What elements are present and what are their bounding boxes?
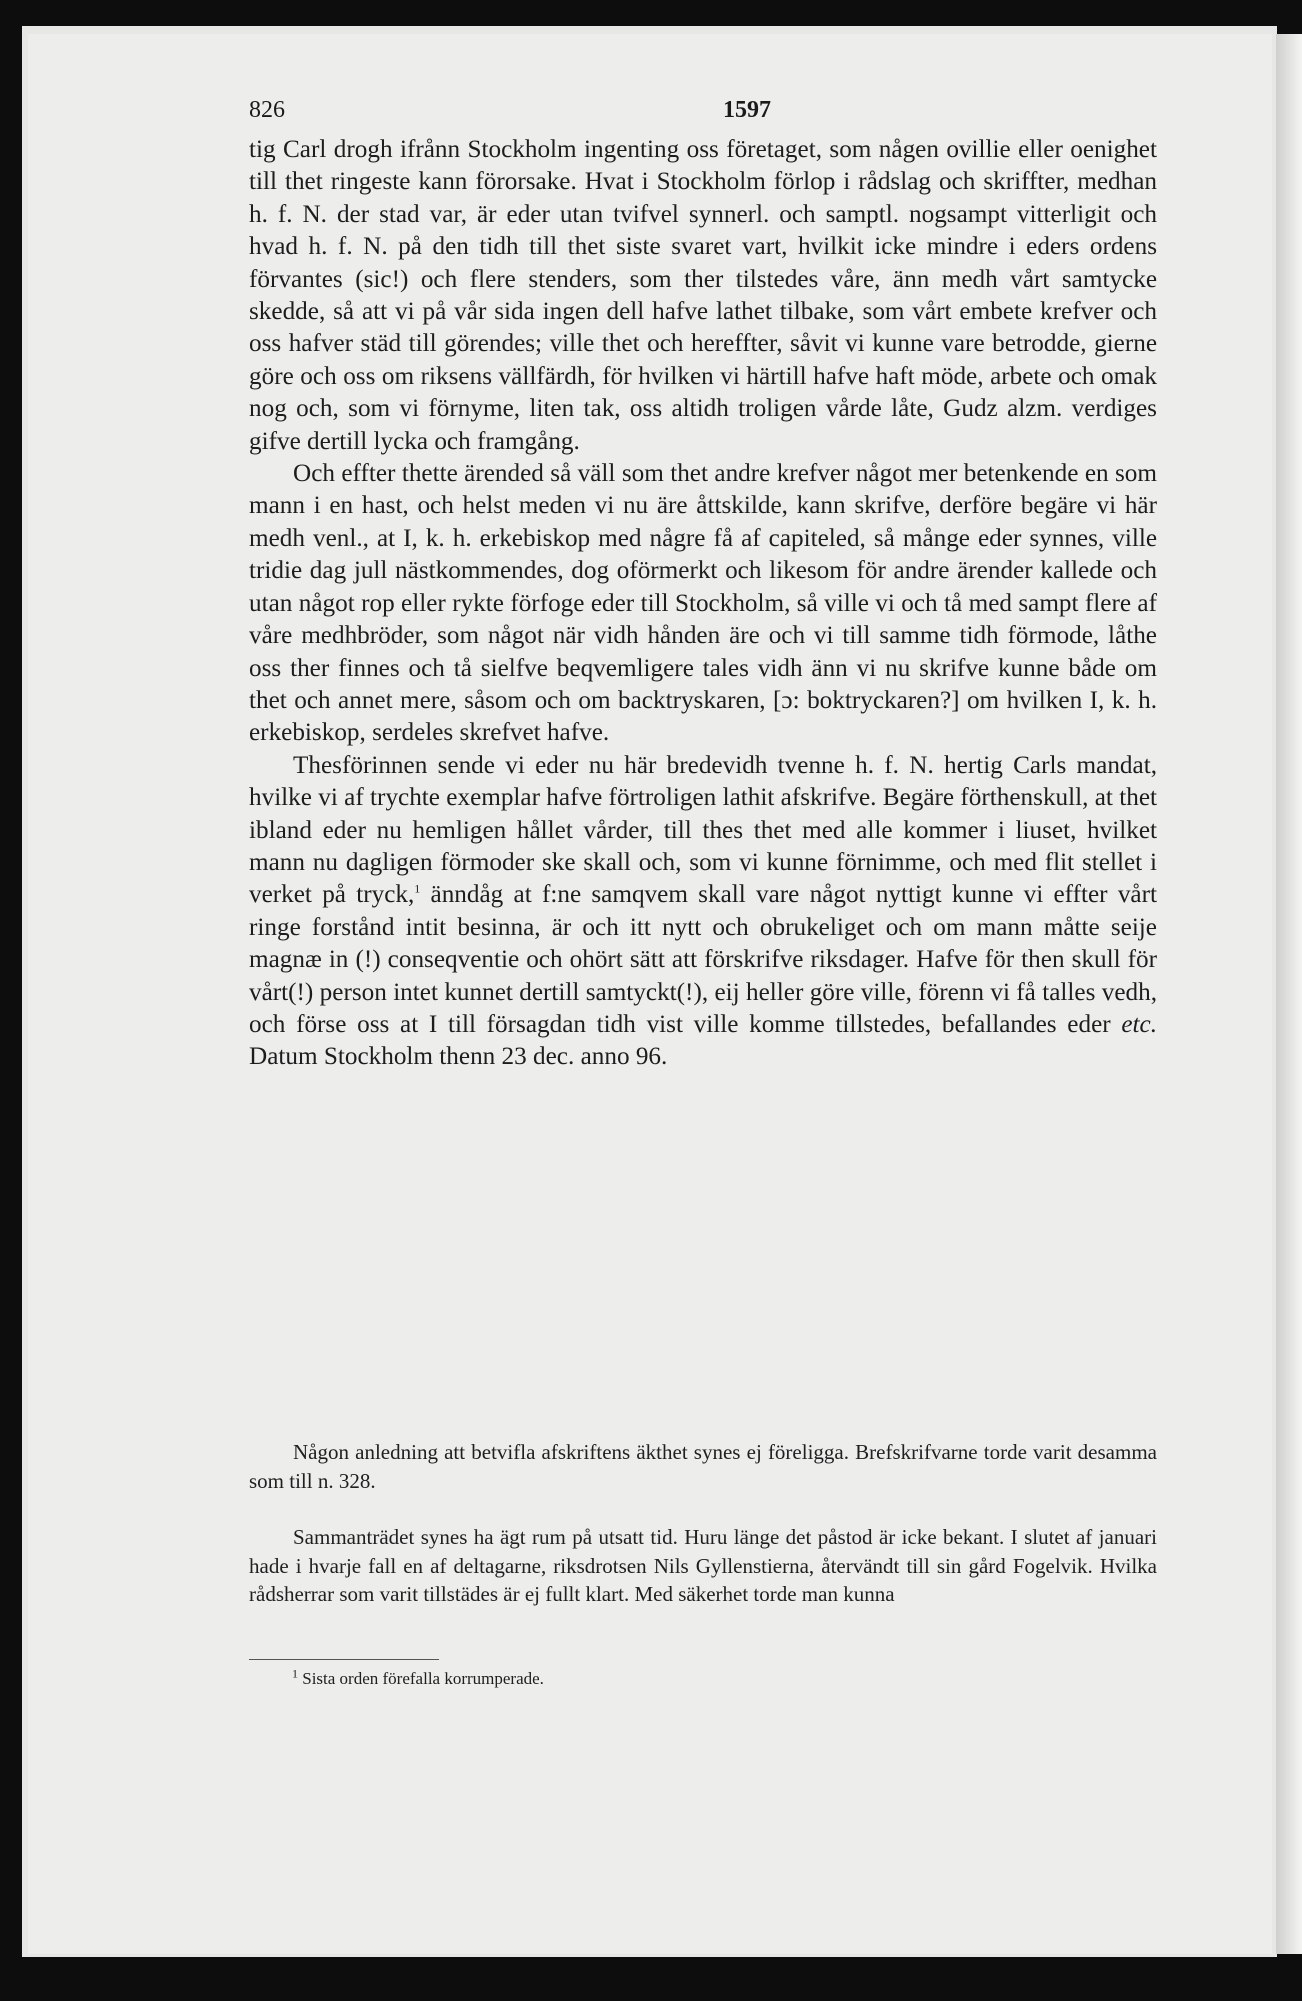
letter-paragraph-text: änndåg at f:ne samqvem skall vare något nyttigt kunne vi effter vårt ringe forstånd intit besinna, är och itt nytt och obrukeliget och om mann måtte seije magnæ in (!) conseqventie och ohört sätt att förskrifve riksdager. Hafve för then skull för vårt(!) person intet kunnet dertill samtyckt(!), eij heller göre ville, förenn vi få talles vedh, och förse oss at I till försagdan tidh vist ville komme tillstedes, befallandes eder bbox=[249, 881, 1157, 1038]
letter-paragraph: tig Carl drogh ifrånn Stockholm ingenting oss företaget, som någen ovillie eller oenighet till thet ringeste kann förorsake. Hvat i Stockholm förlop i rådslag och skriffter, medhan h. f. N. der stad var, är eder utan tvifvel synnerl. och samptl. nogsampt vitterligit och hvad h. f. N. på den tidh till thet siste svaret vart, hvilkit icke mindre i eders ordens förvantes (sic!) och flere stenders, som ther tilstedes våre, änn medh vårt samtycke skedde, så att vi på vår sida ingen dell hafve lathet tilbake, som vårt embete krefver och oss hafver städ till görendes; ville thet och hereffter, såvit vi kunne vare betrodde, gierne göre och oss om riksens vällfärdh, för hvilken vi härtill hafve haft möde, arbete och omak nog och, som vi förnyme, liten tak, oss altidh troligen vårde låte, Gudz alzm. verdiges gifve dertill lycka och framgång. bbox=[249, 136, 1157, 455]
letter-paragraph bbox=[249, 750, 1157, 1074]
etc-abbreviation: etc. bbox=[1121, 1010, 1157, 1038]
editorial-commentary bbox=[249, 1438, 1157, 1637]
footnote-text: Sista orden förefalla korrumperade. bbox=[302, 1669, 544, 1688]
commentary-paragraph: Någon anledning att betvifla afskriftens äkthet synes ej föreligga. Brefskrifvarne torde varit desamma som till n. 328. bbox=[249, 1440, 1157, 1493]
footnote-rule bbox=[249, 1659, 439, 1660]
footnote bbox=[292, 1666, 544, 1689]
running-header bbox=[249, 97, 1159, 131]
year-heading: 1597 bbox=[723, 97, 771, 123]
footnote-marker: 1 bbox=[292, 1666, 298, 1681]
footnote-reference: 1 bbox=[414, 881, 421, 896]
letter-closing: Datum Stockholm thenn 23 dec. anno 96. bbox=[249, 1043, 668, 1071]
page-edge-shadow bbox=[1276, 34, 1302, 1954]
scan-bottom-border bbox=[0, 1957, 1302, 2001]
letter-paragraph: Och effter thette ärended så väll som thet andre krefver något mer betenkende en som mann i en hast, och helst meden vi nu äre åttskilde, kann skrifve, derföre begäre vi här medh venl., at I, k. h. erkebiskop med någre få af capiteled, så månge eder synnes, ville tridie dag jull nästkommendes, dog oförmerkt och likesom för andre ärender kallede och utan något rop eller rykte förfoge eder till Stockholm, så ville vi och tå med sampt flere af våre medhbröder, som något när vidh hånden äre och vi till samme tidh förmode, låthe oss ther finnes och tå sielfve beqvemligere tales vidh änn vi nu skrifve kunne både om thet och annet mere, såsom och om backtryskaren, [ɔ: boktryckaren?] om hvilken I, k. h. erkebiskop, serdeles skrefvet hafve. bbox=[249, 460, 1157, 747]
commentary-paragraph: Sammanträdet synes ha ägt rum på utsatt tid. Huru länge det påstod är icke bekant. I slutet af januari hade i hvarje fall en af deltagarne, riksdrotsen Nils Gyllenstierna, återvändt till sin gård Fogelvik. Hvilka rådsherrar som varit tillstädes är ej fullt klart. Med säkerhet torde man kunna bbox=[249, 1525, 1157, 1606]
letter-text bbox=[249, 134, 1157, 1074]
letter-paragraph-text: Thesförinnen sende vi eder nu här bredevidh tvenne h. f. N. hertig Carls mandat, hvilke vi af trychte exemplar hafve förtroligen lathit afskrifve. Begäre förthenskull, at thet ibland eder nu hemligen hållet vårder, till thes thet med alle kommer i liuset, hvilket mann nu dagligen förmoder ske skall och, som vi kunne förnimme, och med flit stellet i verket på tryck, bbox=[249, 751, 1157, 909]
page-number: 826 bbox=[249, 97, 285, 123]
